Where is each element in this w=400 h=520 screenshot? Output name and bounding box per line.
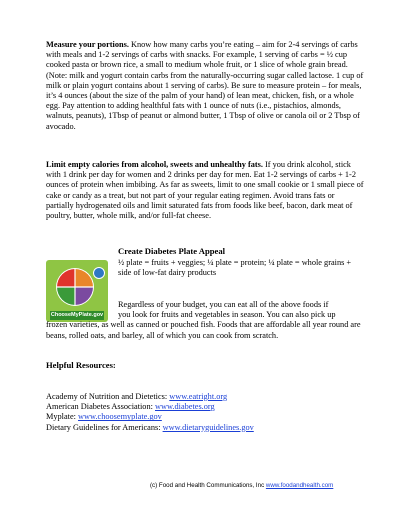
resource-item — [46, 423, 364, 433]
paragraph-text: If you drink alcohol, stick with 1 drink per day for women and 2 drinks per day for men. Eat 1-2 servings of carbs + 1-2 ounces of protein when imbibing. As far as sweets, limit to one small cookie or 1 small piece of cake or candy as a treat, but not part of your regular eating regimen. Avoid trans fats or partially hydrogenated oils and limit saturated fats from foods like beef, bacon, dark meat of poultry, butter, whole milk, and/or full-fat cheese. — [46, 160, 364, 221]
paragraph-limit-empty-calories — [46, 160, 364, 221]
paragraph-lead: Limit empty calories from alcohol, sweets and unhealthy fats. — [46, 160, 263, 169]
paragraph-lead: Measure your portions. — [46, 40, 129, 49]
paragraph-budget — [46, 300, 364, 341]
footer-text: (c) Food and Health Communications, Inc — [150, 482, 266, 489]
resource-label: Myplate: — [46, 412, 79, 422]
footer-link[interactable]: www.foodandhealth.com — [265, 482, 334, 489]
paragraph-line: Regardless of your budget, you can eat all of the above foods if — [118, 300, 329, 309]
resource-label: Dietary Guidelines for Americans: — [46, 422, 163, 432]
myplate-banner: ChooseMyPlate.gov — [50, 312, 104, 318]
resource-link[interactable]: www.eatright.org — [169, 392, 228, 401]
resource-item — [46, 392, 364, 402]
resource-label: American Diabetes Association: — [46, 402, 155, 412]
plate-title: Create Diabetes Plate Appeal — [118, 246, 226, 256]
resource-link[interactable]: www.choosemyplate.gov — [78, 412, 162, 422]
plate-text: ½ plate = fruits + veggies; ¼ plate = protein; ¼ plate = whole grains + side of low-fat dairy products — [118, 258, 352, 278]
resource-link[interactable]: www.diabetes.org — [154, 402, 215, 412]
resource-item — [46, 402, 364, 412]
paragraph-text: frozen varieties, as well as canned or pouched fish. Foods that are affordable all year round are beans, rolled oats, and barley, all of which you can cook from scratch. — [46, 320, 361, 340]
resource-link[interactable]: www.dietaryguidelines.gov — [162, 422, 254, 432]
paragraph-line: you look for fruits and vegetables in season. You can also pick up — [118, 310, 336, 320]
resource-item — [46, 412, 364, 422]
footer-copyright — [150, 482, 333, 489]
paragraph-text: Know how many carbs you’re eating – aim for 2-4 servings of carbs with meals and 1-2 servings of carbs with snacks. For example, 1 serving of carbs = ½ cup cooked pasta or brown rice, a small to medium whole fruit, or 1 slice of whole grain bread. (Note: milk and yogurt contain carbs from the naturally-occurring sugar called lactose. 1 cup of milk or plain yogurt contains about 1 serving of carbs). Be sure to measure protein – for meals, it’s 4 ounces (about the size of the palm of your hand) of lean meat, chicken, fish, or a whole egg. Pay attention to adding healthful fats with 1 ounce of nuts (i.e., pistachios, almonds, walnuts, peanuts), 1Tbsp of peanut or almond butter, 1 Tbsp of olive or canola oil or 2 Tbsp of avocado. — [46, 40, 364, 131]
resource-label: Academy of Nutrition and Dietetics: — [46, 392, 170, 401]
resources-heading: Helpful Resources: — [46, 360, 116, 370]
resources-list — [46, 392, 364, 433]
paragraph-measure-portions — [46, 40, 364, 132]
